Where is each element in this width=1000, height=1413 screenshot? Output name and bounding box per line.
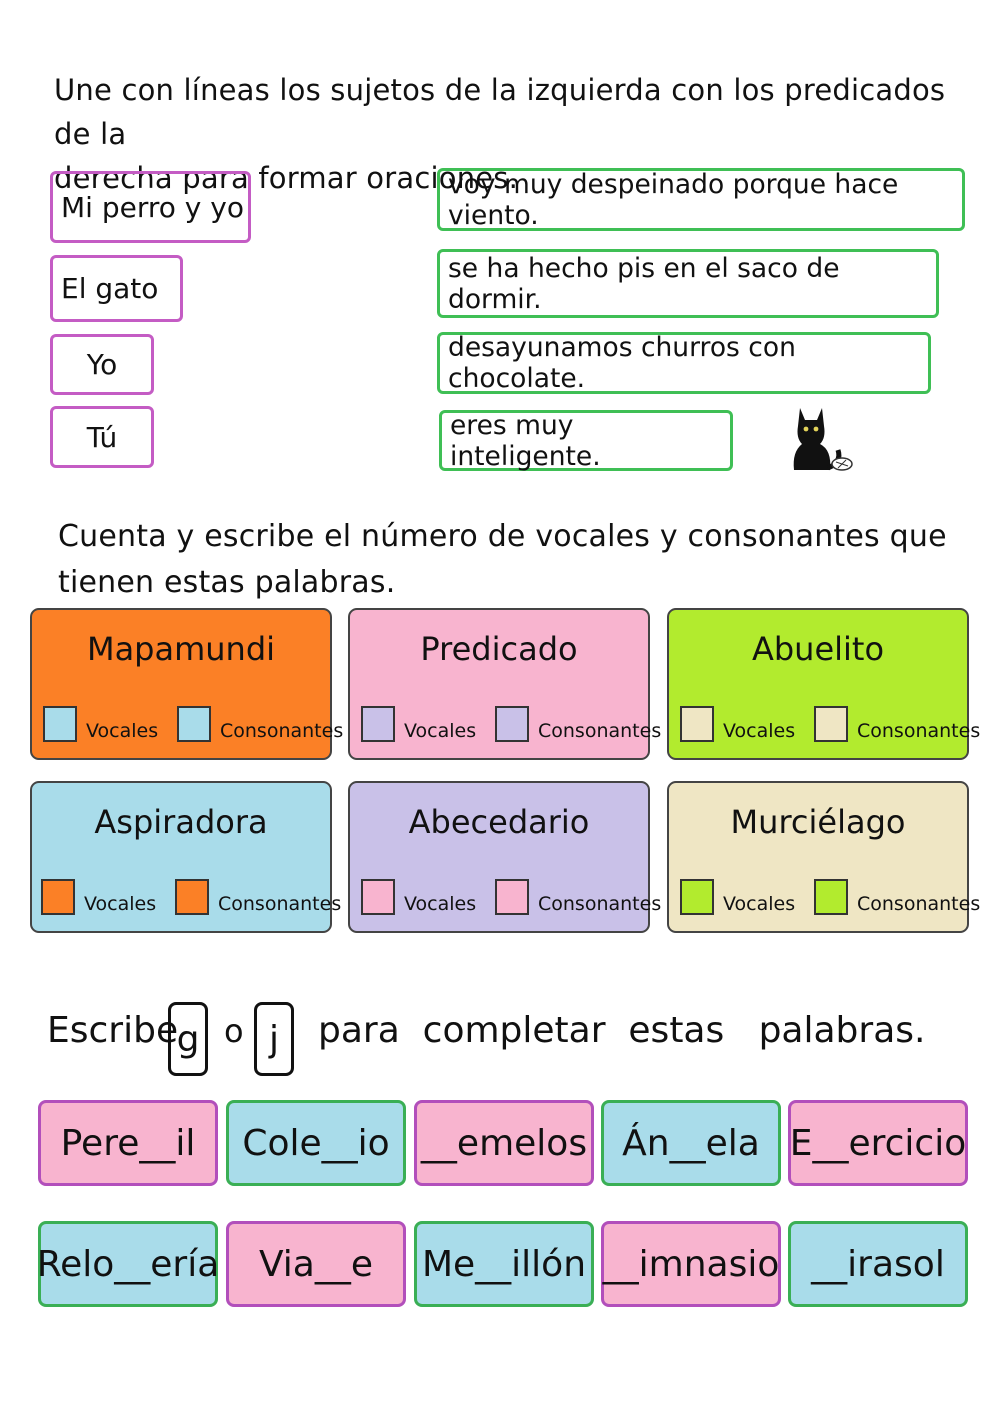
word-tile[interactable] <box>788 1100 968 1186</box>
card-word: Predicado <box>420 630 578 668</box>
cat-icon <box>780 402 856 476</box>
tile-text: Me__illón <box>421 1243 587 1285</box>
vowels-label: Vocales <box>404 893 477 915</box>
consonants-answer-box[interactable] <box>814 706 848 742</box>
word-tile[interactable] <box>226 1221 406 1307</box>
subject-label: El gato <box>61 272 159 305</box>
instruction-2-line2: tienen estas palabras. <box>58 565 396 600</box>
predicate-3[interactable] <box>437 332 931 394</box>
vowels-label: Vocales <box>723 893 796 915</box>
tile-text: Pere__il <box>60 1122 196 1164</box>
predicate-1[interactable] <box>437 168 965 231</box>
word-tile[interactable] <box>601 1100 781 1186</box>
tile-text: __emelos <box>420 1122 588 1164</box>
vowels-label: Vocales <box>723 720 796 742</box>
predicate-label: desayunamos churros con chocolate. <box>448 332 796 394</box>
consonants-label: Consonantes <box>218 893 342 915</box>
letter-g-box: g <box>168 1002 208 1076</box>
word-card-abecedario <box>348 781 662 933</box>
consonants-answer-box[interactable] <box>175 879 209 915</box>
card-word: Abecedario <box>408 803 590 841</box>
tile-text: __irasol <box>811 1243 945 1285</box>
vowels-answer-box[interactable] <box>680 706 714 742</box>
tile-text: Via__e <box>258 1243 374 1285</box>
consonants-label: Consonantes <box>538 720 662 742</box>
vowels-answer-box[interactable] <box>361 879 395 915</box>
consonants-label: Consonantes <box>857 893 981 915</box>
card-word: Murciélago <box>730 803 906 841</box>
subject-tu[interactable] <box>50 406 154 468</box>
instruction-2 <box>58 514 958 606</box>
consonants-label: Consonantes <box>857 720 981 742</box>
word-card-abuelito <box>667 608 981 760</box>
letter-j-box: j <box>254 1002 294 1076</box>
vowels-answer-box[interactable] <box>680 879 714 915</box>
card-word: Mapamundi <box>86 630 276 668</box>
word-tile[interactable] <box>38 1221 218 1307</box>
word-tile[interactable] <box>38 1100 218 1186</box>
subject-mi-perro-y-yo[interactable] <box>50 171 251 243</box>
subject-el-gato[interactable] <box>50 255 183 322</box>
subject-yo[interactable] <box>50 334 154 395</box>
subject-label: Mi perro y yo <box>61 190 244 224</box>
card-word: Abuelito <box>751 630 885 668</box>
consonants-answer-box[interactable] <box>814 879 848 915</box>
word-tile[interactable] <box>414 1221 594 1307</box>
instruction-2-line1: Cuenta y escribe el número de vocales y consonantes que <box>58 519 947 554</box>
predicate-label: se ha hecho pis en el saco de dormir. <box>448 252 840 315</box>
consonants-answer-box[interactable] <box>495 706 529 742</box>
subject-label: Yo <box>86 348 118 381</box>
word-card-predicado <box>348 608 662 760</box>
tile-text: Cole__io <box>242 1122 390 1164</box>
card-word: Aspiradora <box>94 803 268 841</box>
consonants-answer-box[interactable] <box>177 706 211 742</box>
word-tile[interactable] <box>788 1221 968 1307</box>
instruction-1-line2: derecha para formar oraciones. <box>54 161 519 195</box>
word-card-mapamundi <box>30 608 344 760</box>
tile-text: Relo__ería <box>36 1243 220 1285</box>
vowels-answer-box[interactable] <box>43 706 77 742</box>
word-card-murcielago <box>667 781 981 933</box>
vowels-label: Vocales <box>404 720 477 742</box>
predicate-label: eres muy inteligente. <box>450 409 601 472</box>
vowels-answer-box[interactable] <box>361 706 395 742</box>
tile-text: E__ercicio <box>789 1122 967 1164</box>
word-card-aspiradora <box>30 781 342 933</box>
word-tile[interactable] <box>414 1100 594 1186</box>
instruction-1-line1: Une con líneas los sujetos de la izquierda con los predicados de la <box>54 73 946 151</box>
subject-label: Tú <box>86 420 118 454</box>
tile-text: __imnasio <box>602 1243 780 1285</box>
consonants-label: Consonantes <box>220 720 344 742</box>
predicate-4[interactable] <box>439 410 733 471</box>
instruction-3-escribe: Escribe <box>47 1010 179 1051</box>
consonants-answer-box[interactable] <box>495 879 529 915</box>
tile-text: Án__ela <box>622 1122 760 1164</box>
predicate-2[interactable] <box>437 249 939 318</box>
predicate-label: voy muy despeinado porque hace viento. <box>448 168 899 231</box>
word-tile[interactable] <box>601 1221 781 1307</box>
vowels-answer-box[interactable] <box>41 879 75 915</box>
instruction-3-o: o <box>224 1012 244 1050</box>
word-tile[interactable] <box>226 1100 406 1186</box>
vowels-label: Vocales <box>86 720 159 742</box>
vowels-label: Vocales <box>84 893 157 915</box>
instruction-3-rest: para completar estas palabras. <box>318 1010 926 1051</box>
consonants-label: Consonantes <box>538 893 662 915</box>
